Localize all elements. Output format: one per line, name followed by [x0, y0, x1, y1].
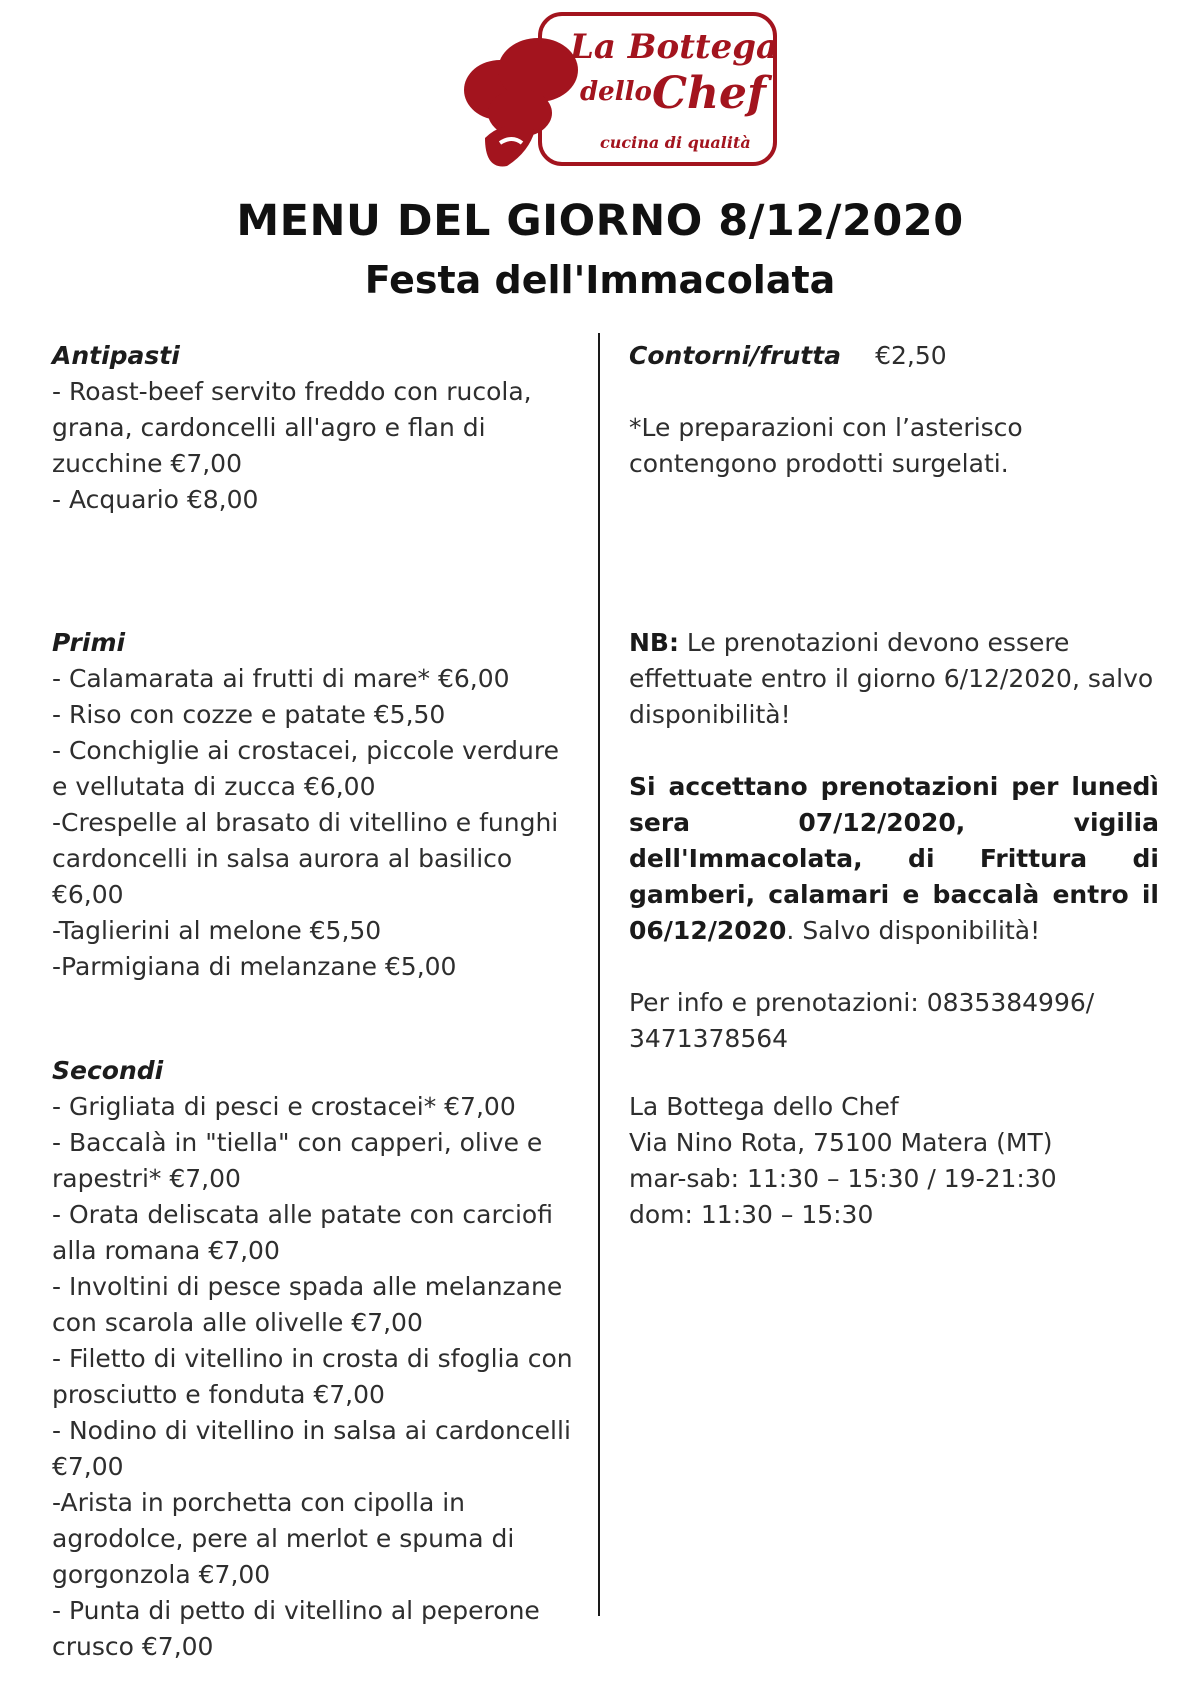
frozen-note: *Le preparazioni con l’asterisco contengono prodotti surgelati.	[629, 413, 1023, 478]
logo-tagline: cucina di qualità	[600, 133, 751, 152]
logo-line3: Chef	[652, 68, 766, 119]
list-item: - Orata deliscata alle patate con carciofi alla romana €7,00	[52, 1200, 553, 1265]
logo-line1: La Bottega	[570, 27, 779, 67]
opening-hours-weekdays: mar-sab: 11:30 – 15:30 / 19-21:30	[629, 1164, 1057, 1193]
logo	[430, 8, 780, 183]
list-item: -Crespelle al brasato di vitellino e funghi cardoncelli in salsa aurora al basilico €6,00	[52, 808, 559, 909]
chef-hat-icon	[464, 38, 578, 166]
info-phone: Per info e prenotazioni: 0835384996/ 3471378564	[629, 988, 1095, 1053]
list-item: -Taglierini al melone €5,50	[52, 916, 382, 945]
reservation-rest: . Salvo disponibilità!	[786, 916, 1041, 945]
contact-section	[629, 1089, 1159, 1233]
page-title: MENU DEL GIORNO 8/12/2020	[236, 196, 964, 246]
list-item: -Arista in porchetta con cipolla in agrodolce, pere al merlot e spuma di gorgonzola €7,00	[52, 1488, 515, 1589]
contorni-section	[629, 338, 1159, 482]
list-item: - Filetto di vitellino in crosta di sfoglia con prosciutto e fonduta €7,00	[52, 1344, 573, 1409]
list-item: - Baccalà in "tiella" con capperi, olive e rapestri* €7,00	[52, 1128, 543, 1193]
reservation-notice: Si accettano prenotazioni per lunedì sera 07/12/2020, vigilia dell'Immacolata, di Frittura di gamberi, calamari e baccalà entro il 06/12/2020	[629, 772, 1159, 945]
list-item: - Riso con cozze e patate €5,50	[52, 700, 446, 729]
list-item: - Punta di petto di vitellino al peperone crusco €7,00	[52, 1596, 540, 1661]
list-item: - Conchiglie ai crostacei, piccole verdure e vellutata di zucca €6,00	[52, 736, 559, 801]
logo-line2: dello	[580, 77, 652, 107]
list-item: - Nodino di vitellino in salsa ai cardoncelli €7,00	[52, 1416, 571, 1481]
nb-label: NB:	[629, 628, 679, 657]
column-divider	[598, 333, 600, 1616]
notes-section	[629, 625, 1159, 1057]
list-item: - Roast-beef servito freddo con rucola, grana, cardoncelli all'agro e flan di zucchine €7,00	[52, 377, 532, 478]
contorni-price: €2,50	[875, 341, 947, 370]
antipasti-section	[52, 338, 577, 518]
primi-heading: Primi	[52, 628, 126, 657]
list-item: - Calamarata ai frutti di mare* €6,00	[52, 664, 510, 693]
list-item: - Involtini di pesce spada alle melanzane con scarola alle olivelle €7,00	[52, 1272, 563, 1337]
primi-section	[52, 625, 577, 985]
contorni-heading: Contorni/frutta	[629, 341, 842, 370]
nb-text: Le prenotazioni devono essere effettuate entro il giorno 6/12/2020, salvo disponibilità!	[629, 628, 1154, 729]
list-item: - Grigliata di pesci e crostacei* €7,00	[52, 1092, 516, 1121]
opening-hours-sunday: dom: 11:30 – 15:30	[629, 1200, 874, 1229]
page-subtitle: Festa dell'Immacolata	[364, 258, 836, 302]
list-item: -Parmigiana di melanzane €5,00	[52, 952, 457, 981]
antipasti-heading: Antipasti	[52, 341, 180, 370]
restaurant-address: Via Nino Rota, 75100 Matera (MT)	[629, 1128, 1053, 1157]
secondi-section	[52, 1053, 577, 1665]
list-item: - Acquario €8,00	[52, 485, 259, 514]
secondi-heading: Secondi	[52, 1056, 164, 1085]
restaurant-name: La Bottega dello Chef	[629, 1092, 899, 1121]
